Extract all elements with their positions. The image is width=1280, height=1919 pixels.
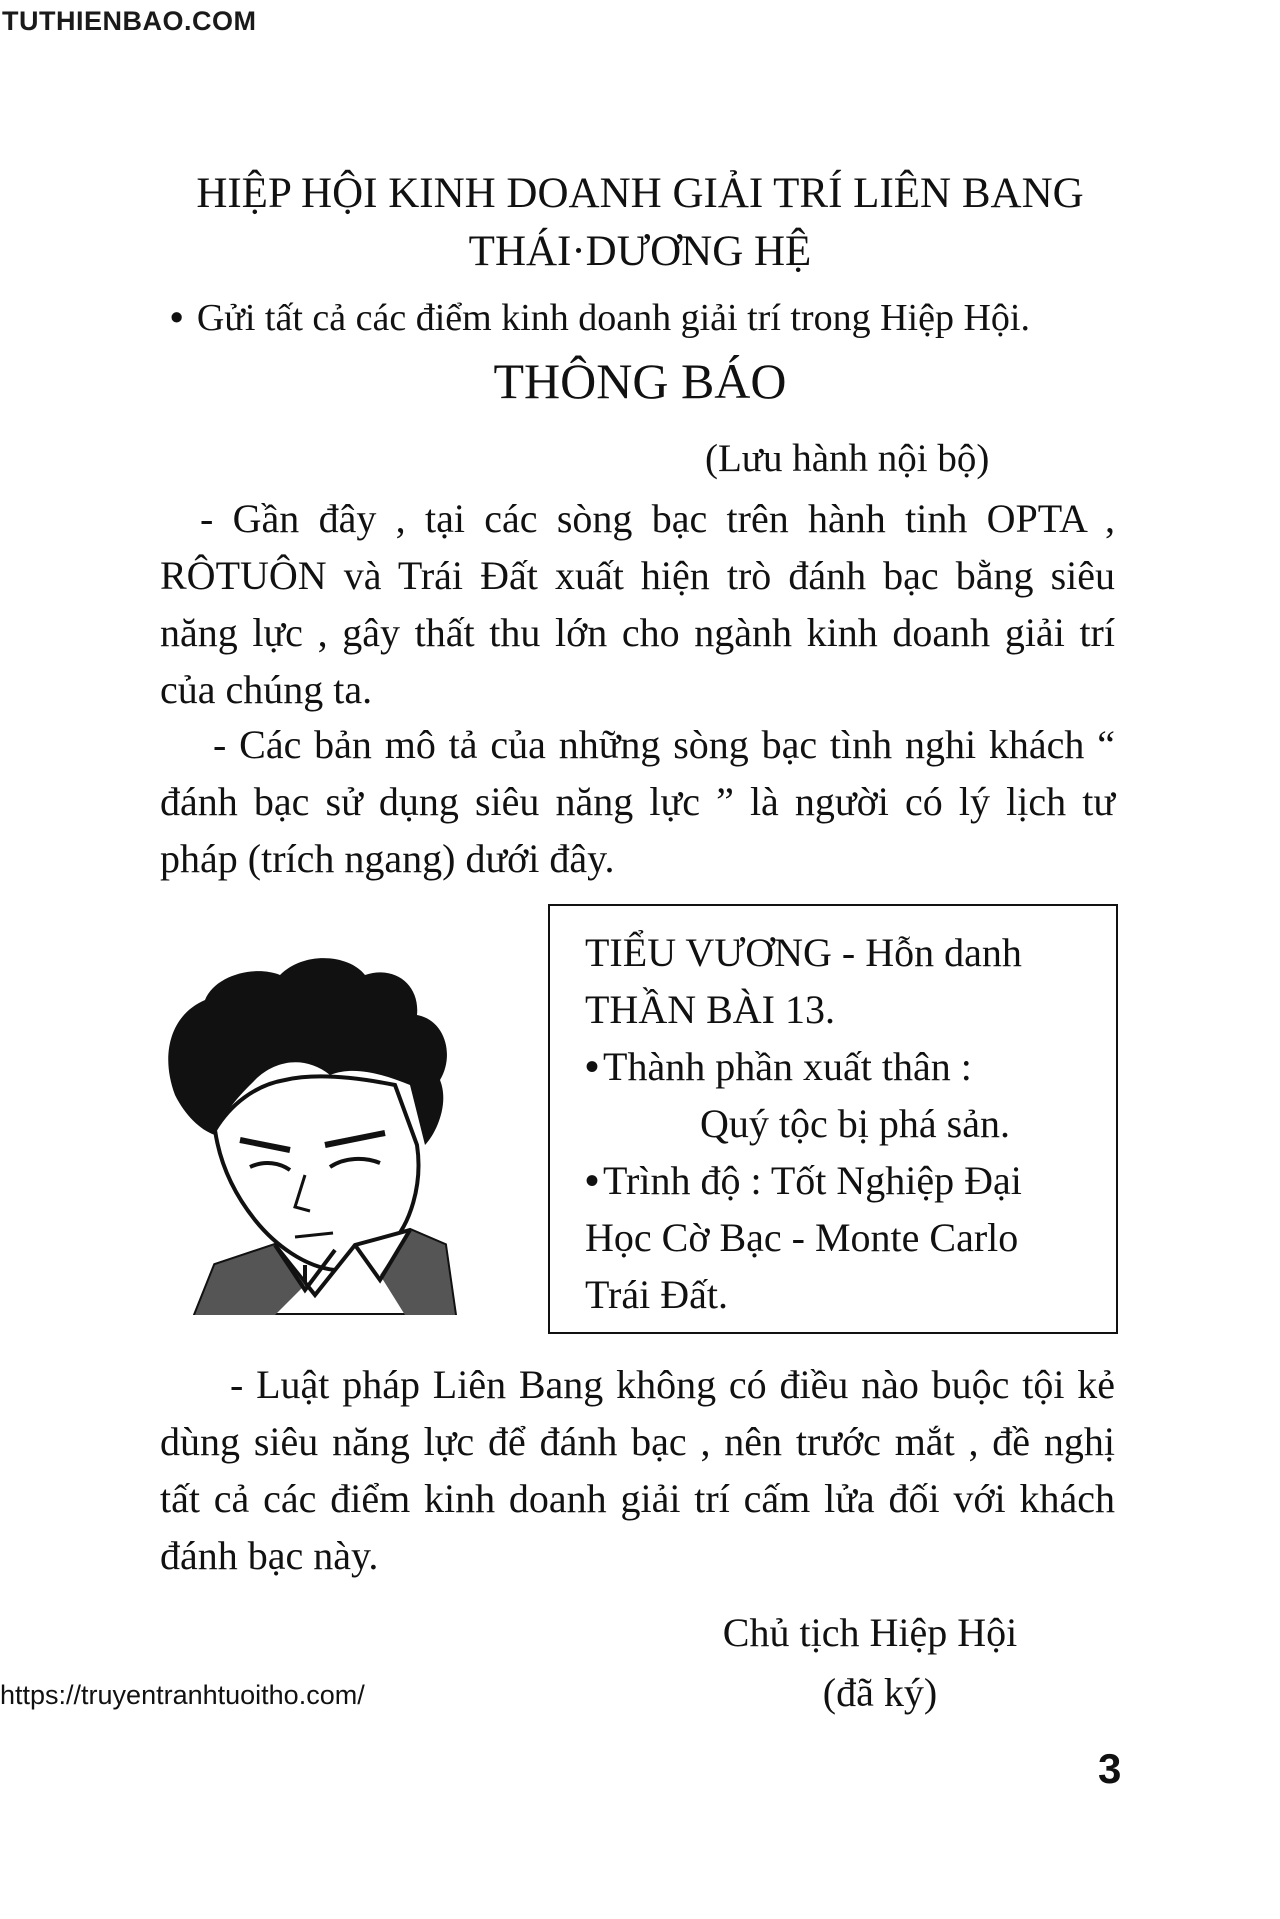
site-watermark: TUTHIENBAO.COM — [2, 6, 257, 36]
paragraph-3: - Luật pháp Liên Bang không có điều nào buộc tội kẻ dùng siêu năng lực để đánh bạc , nên trước mắt , đề nghị tất cả các điểm kinh doanh giải trí cấm lửa đối với khách đánh bạc này. — [160, 1362, 1115, 1578]
source-url-link[interactable]: https://truyentranhtuoitho.com/ — [0, 1680, 365, 1710]
profile-education-line-3: Trái Đất. — [585, 1272, 728, 1317]
profile-education-line-2: Học Cờ Bạc - Monte Carlo — [585, 1215, 1019, 1260]
suspect-portrait — [155, 945, 485, 1315]
signature-title: Chủ tịch Hiệp Hội — [722, 1610, 1018, 1655]
header-line-1: HIỆP HỘI KINH DOANH GIẢI TRÍ LIÊN BANG — [196, 170, 1084, 217]
header-line-2: THÁI·DƯƠNG HỆ — [468, 228, 812, 275]
recipient-line — [170, 296, 1120, 340]
bullet-icon: • — [585, 1158, 600, 1203]
notice-title: THÔNG BÁO — [493, 353, 787, 409]
suspect-profile-text — [585, 924, 1095, 1323]
bullet-icon: • — [170, 297, 184, 339]
profile-education-label: Trình độ : Tốt Nghiệp Đại — [603, 1158, 1022, 1203]
recipient-text: Gửi tất cả các điểm kinh doanh giải trí trong Hiệp Hội. — [196, 297, 1030, 339]
association-header — [160, 165, 1120, 281]
profile-alias-line: THẦN BÀI 13. — [585, 987, 835, 1032]
page-number: 3 — [1098, 1745, 1122, 1792]
suspect-profile-box — [548, 904, 1118, 1334]
profile-education — [585, 1152, 1095, 1209]
signature-note: (đã ký) — [822, 1670, 938, 1715]
profile-origin-label: Thành phần xuất thân : — [603, 1044, 972, 1089]
signature-block — [690, 1603, 1050, 1723]
profile-origin-value: Quý tộc bị phá sản. — [700, 1101, 1010, 1146]
profile-origin — [585, 1038, 1095, 1095]
paragraph-2: - Các bản mô tả của những sòng bạc tình nghi khách “ đánh bạc sử dụng siêu năng lực ” là người có lý lịch tư pháp (trích ngang) dưới đây. — [160, 722, 1115, 881]
circulation-note: (Lưu hành nội bộ) — [705, 437, 990, 480]
profile-name-line: TIỂU VƯƠNG - Hỗn danh — [585, 930, 1022, 975]
paragraph-1: - Gần đây , tại các sòng bạc trên hành tinh OPTA , RÔTUÔN và Trái Đất xuất hiện trò đánh bạc bằng siêu năng lực , gây thất thu lớn cho ngành kinh doanh giải trí của chúng ta. — [160, 496, 1115, 712]
bullet-icon: • — [585, 1044, 600, 1089]
